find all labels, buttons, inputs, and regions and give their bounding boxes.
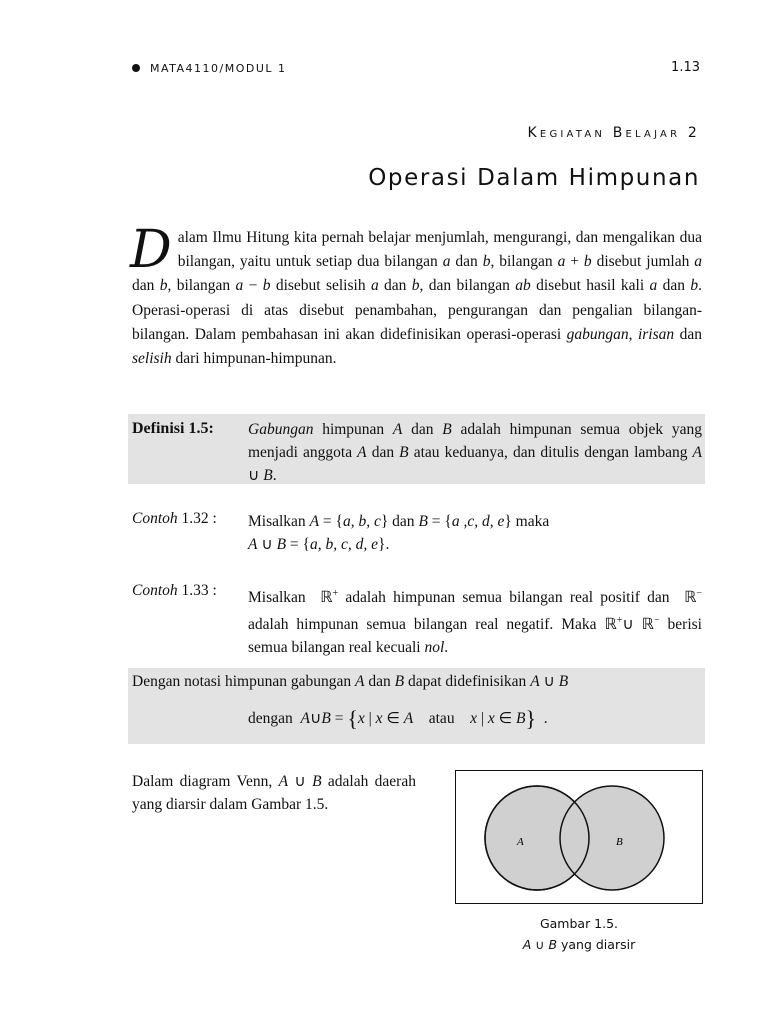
section-label: Kegiatan Belajar 2 — [527, 125, 700, 141]
header-module: MATA4110/MODUL 1 — [150, 62, 287, 75]
page-title: Operasi Dalam Himpunan — [368, 165, 700, 191]
page-number: 1.13 — [671, 60, 700, 75]
figure-caption-number: Gambar 1.5. — [539, 916, 619, 931]
bullet-icon — [132, 64, 140, 72]
figure-caption-text: A ∪ B yang diarsir — [522, 937, 636, 952]
venn-label-b: B — [616, 836, 623, 848]
venn-circle-b — [560, 786, 664, 890]
venn-label-a: A — [517, 836, 524, 848]
example-text-2: Misalkan ℝ+ adalah himpunan semua bilangan real positif dan ℝ− adalah himpunan semua bilangan real negatif. Maka ℝ+∪ ℝ− berisi semua bilangan real kecuali nol. — [248, 588, 702, 657]
running-header — [132, 62, 287, 75]
example-label-1: Contoh 1.32 : — [132, 510, 217, 527]
example-label-2: Contoh 1.33 : — [132, 582, 217, 599]
example-text-1: Misalkan A = {a, b, c} dan B = {a ,c, d, e} maka A ∪ B = {a, b, c, d, e}. — [248, 513, 550, 553]
definition-text: Gabungan himpunan A dan B adalah himpunan semua objek yang menjadi anggota A dan B atau keduanya, dan ditulis dengan lambang A ∪ B. — [248, 421, 702, 484]
venn-diagram — [456, 771, 701, 902]
venn-diagram-frame — [455, 770, 703, 904]
definition-label: Definisi 1.5: — [132, 420, 214, 437]
dropcap: D — [130, 220, 172, 280]
notation-formula: dengan A∪B = {x | x ∈ A atau x | x ∈ B} . — [248, 706, 548, 731]
venn-description: Dalam diagram Venn, A ∪ B adalah daerah yang diarsir dalam Gambar 1.5. — [132, 773, 416, 813]
notation-line-1: Dengan notasi himpunan gabungan A dan B dapat didefinisikan A ∪ B — [132, 673, 569, 690]
intro-text: alam Ilmu Hitung kita pernah belajar menjumlah, mengurangi, dan mengalikan dua bilangan, yaitu untuk setiap dua bilangan a dan b, bilangan a + b disebut jumlah a dan b, bilangan a − b disebut selisih a dan b, dan bilangan ab disebut hasil kali a dan b. Operasi-operasi di atas disebut penambahan, pengurangan dan pengalian bilangan-bilangan. Dalam pembahasan ini akan didefinisikan operasi-operasi gabungan, irisan dan selisih dari himpunan-himpunan. — [132, 229, 703, 368]
intro-paragraph — [130, 220, 703, 371]
